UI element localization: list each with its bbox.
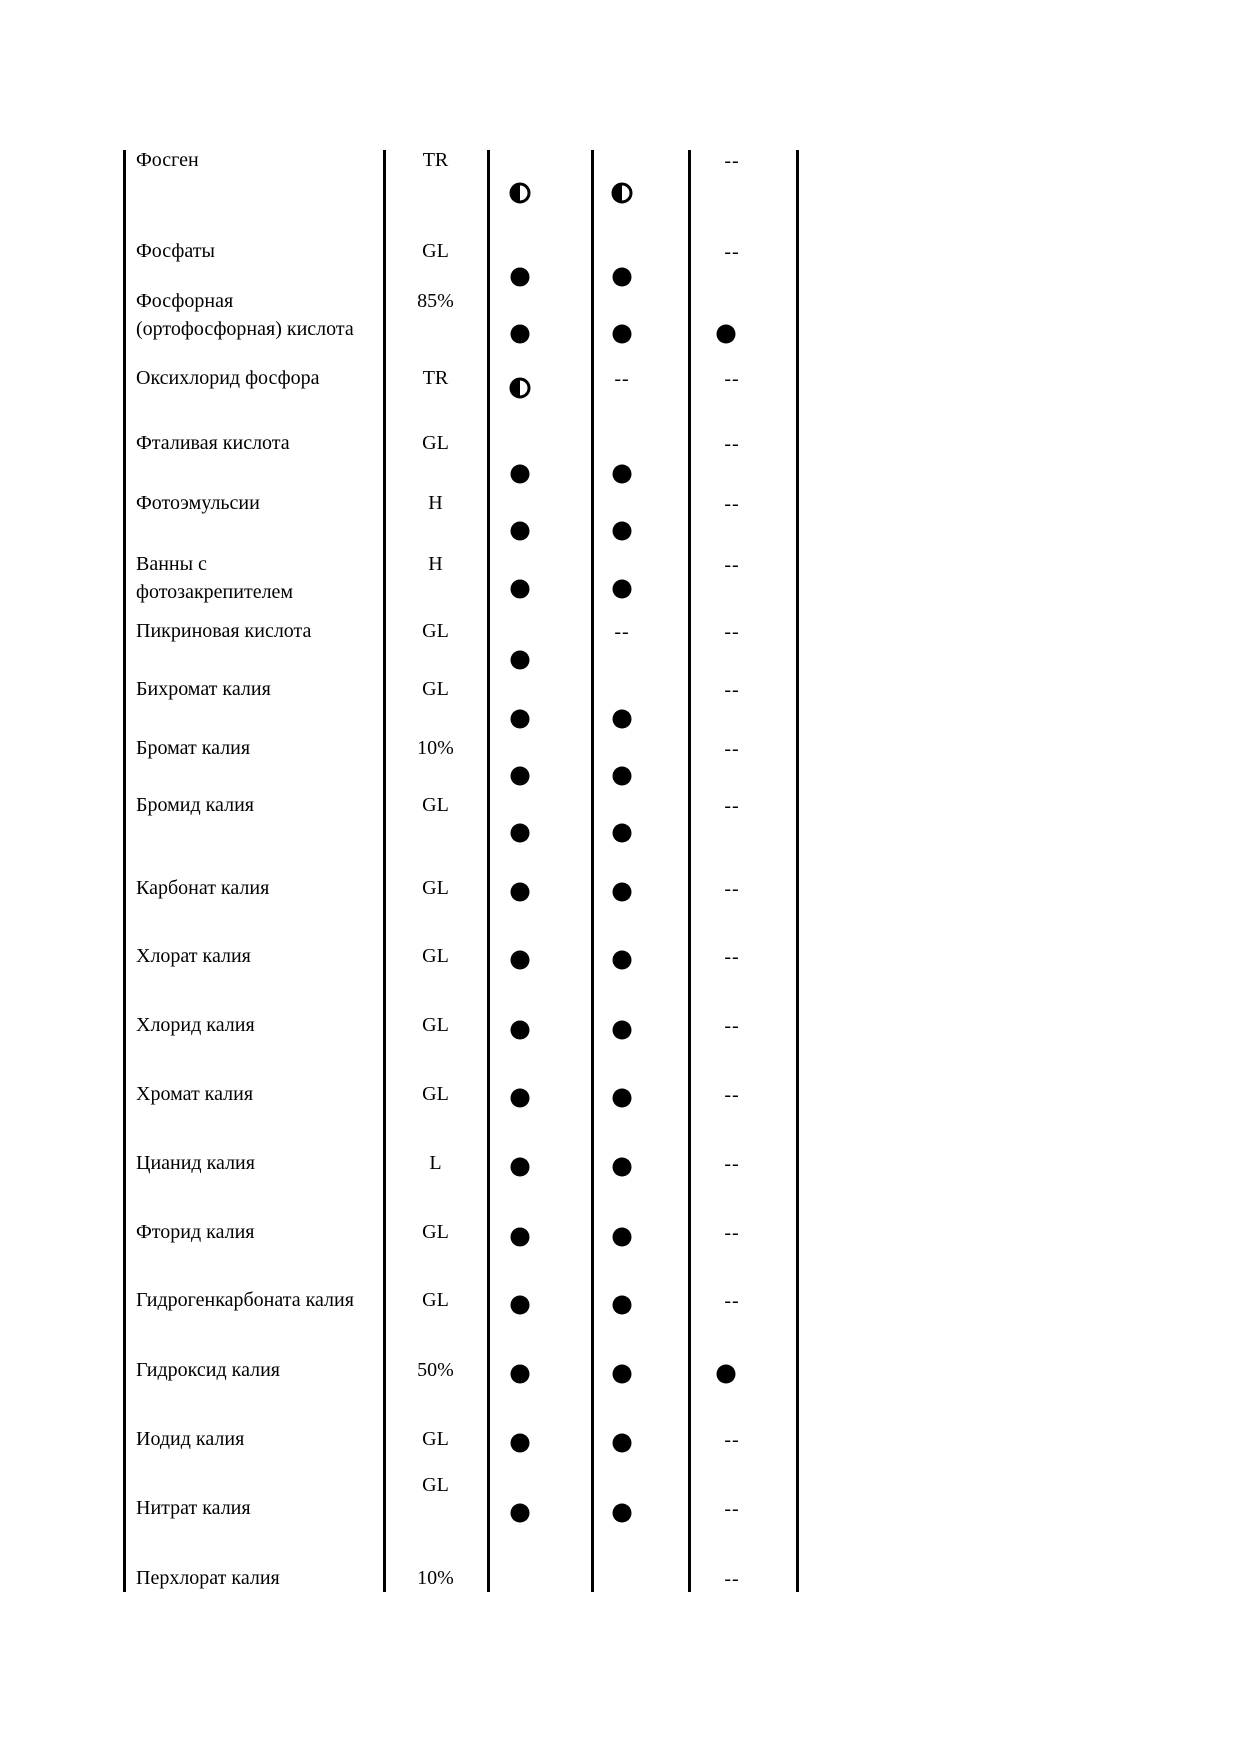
chemical-name-line1: Фталивая кислота bbox=[136, 432, 290, 454]
concentration-value: GL bbox=[422, 620, 449, 642]
chemical-name-line1: Оксихлорид фосфора bbox=[136, 367, 320, 389]
chemical-name-line1: Нитрат калия bbox=[136, 1497, 251, 1519]
chemical-name bbox=[136, 1149, 380, 1177]
chemical-name bbox=[136, 1494, 380, 1522]
rating-full-dot-icon bbox=[613, 951, 632, 970]
rating-dash: -- bbox=[724, 1498, 740, 1520]
concentration-value: L bbox=[429, 1152, 442, 1174]
rating-full-dot-icon bbox=[511, 767, 530, 786]
rating-full-dot-icon bbox=[613, 1434, 632, 1453]
chemical-name bbox=[136, 734, 380, 762]
rating-full-dot-icon bbox=[613, 824, 632, 843]
concentration-value: GL bbox=[422, 1083, 449, 1105]
rating-dash: -- bbox=[614, 368, 630, 390]
chemical-name-line1: Карбонат калия bbox=[136, 877, 270, 899]
rating-full-dot-icon bbox=[511, 1228, 530, 1247]
chemical-name bbox=[136, 1080, 380, 1108]
rating-dash: -- bbox=[614, 621, 630, 643]
rating-full-dot-icon bbox=[613, 1228, 632, 1247]
rating-full-dot-icon bbox=[613, 1296, 632, 1315]
chemical-name bbox=[136, 550, 380, 606]
concentration-value: 10% bbox=[417, 1567, 454, 1589]
rating-dash: -- bbox=[724, 241, 740, 263]
chemical-name bbox=[136, 1425, 380, 1453]
rating-full-dot-icon bbox=[613, 1021, 632, 1040]
rating-dash: -- bbox=[724, 1222, 740, 1244]
column-divider bbox=[123, 150, 126, 1592]
chemical-name bbox=[136, 1564, 380, 1592]
chemical-name bbox=[136, 429, 380, 457]
chemical-name bbox=[136, 489, 380, 517]
concentration-value: GL bbox=[422, 945, 449, 967]
rating-dash: -- bbox=[724, 795, 740, 817]
column-divider bbox=[487, 150, 490, 1592]
rating-full-dot-icon bbox=[511, 522, 530, 541]
chemical-name-line1: Иодид калия bbox=[136, 1428, 245, 1450]
concentration-value: GL bbox=[422, 678, 449, 700]
rating-full-dot-icon bbox=[511, 1296, 530, 1315]
chemical-name bbox=[136, 287, 380, 343]
concentration-value: 85% bbox=[417, 290, 454, 312]
rating-full-dot-icon bbox=[613, 767, 632, 786]
rating-full-dot-icon bbox=[613, 1089, 632, 1108]
rating-full-dot-icon bbox=[511, 1021, 530, 1040]
rating-dash: -- bbox=[724, 493, 740, 515]
rating-full-dot-icon bbox=[511, 1158, 530, 1177]
rating-full-dot-icon bbox=[613, 1158, 632, 1177]
chemical-name-line1: Перхлорат калия bbox=[136, 1567, 280, 1589]
rating-dash: -- bbox=[724, 433, 740, 455]
chemical-name-line1: Бромат калия bbox=[136, 737, 251, 759]
chemical-name bbox=[136, 237, 380, 265]
rating-full-dot-icon bbox=[511, 325, 530, 344]
rating-full-dot-icon bbox=[613, 1504, 632, 1523]
chemical-name-line1: Бихромат калия bbox=[136, 678, 271, 700]
rating-full-dot-icon bbox=[511, 883, 530, 902]
chemical-name-line1: Хромат калия bbox=[136, 1083, 254, 1105]
rating-dash: -- bbox=[724, 1429, 740, 1451]
chemical-name bbox=[136, 1356, 380, 1384]
rating-full-dot-icon bbox=[511, 268, 530, 287]
rating-half-dot-icon bbox=[510, 183, 531, 204]
rating-dash: -- bbox=[724, 738, 740, 760]
chemical-name-line1: Фосфаты bbox=[136, 240, 215, 262]
chemical-name bbox=[136, 942, 380, 970]
chemical-name-line1: Фторид калия bbox=[136, 1221, 255, 1243]
rating-full-dot-icon bbox=[511, 951, 530, 970]
concentration-value: 10% bbox=[417, 737, 454, 759]
rating-full-dot-icon bbox=[717, 325, 736, 344]
rating-full-dot-icon bbox=[717, 1365, 736, 1384]
chemical-name bbox=[136, 1011, 380, 1039]
rating-dash: -- bbox=[724, 679, 740, 701]
rating-full-dot-icon bbox=[613, 710, 632, 729]
rating-dash: -- bbox=[724, 621, 740, 643]
chemical-name-line1: Хлорид калия bbox=[136, 1014, 255, 1036]
concentration-value: GL bbox=[422, 1474, 449, 1496]
chemical-name bbox=[136, 791, 380, 819]
chemical-name bbox=[136, 1286, 380, 1314]
chemical-name-line1: Гидрогенкарбоната калия bbox=[136, 1289, 354, 1311]
rating-dash: -- bbox=[724, 1015, 740, 1037]
rating-half-dot-icon bbox=[612, 183, 633, 204]
concentration-value: H bbox=[428, 492, 443, 514]
concentration-value: GL bbox=[422, 1014, 449, 1036]
chemical-name-line1: Ванны с bbox=[136, 553, 207, 575]
rating-full-dot-icon bbox=[511, 1365, 530, 1384]
rating-dash: -- bbox=[724, 554, 740, 576]
rating-full-dot-icon bbox=[613, 1365, 632, 1384]
column-divider bbox=[591, 150, 594, 1592]
chemical-name-line1: Пикриновая кислота bbox=[136, 620, 312, 642]
rating-full-dot-icon bbox=[613, 465, 632, 484]
rating-full-dot-icon bbox=[511, 824, 530, 843]
concentration-value: GL bbox=[422, 432, 449, 454]
rating-full-dot-icon bbox=[511, 710, 530, 729]
concentration-value: GL bbox=[422, 877, 449, 899]
rating-full-dot-icon bbox=[613, 580, 632, 599]
column-divider bbox=[796, 150, 799, 1592]
chemical-name-line1: Фосфорная bbox=[136, 290, 234, 312]
concentration-value: GL bbox=[422, 1289, 449, 1311]
chemical-name-line1: Бромид калия bbox=[136, 794, 254, 816]
rating-full-dot-icon bbox=[613, 268, 632, 287]
chemical-name-line2: (ортофосфорная) кислота bbox=[136, 318, 354, 340]
rating-full-dot-icon bbox=[613, 883, 632, 902]
chemical-name-line1: Хлорат калия bbox=[136, 945, 251, 967]
rating-dash: -- bbox=[724, 1568, 740, 1590]
chemical-name-line1: Фосген bbox=[136, 149, 199, 171]
column-divider bbox=[688, 150, 691, 1592]
chemical-name-line2: фотозакрепителем bbox=[136, 581, 294, 603]
rating-dash: -- bbox=[724, 1084, 740, 1106]
concentration-value: TR bbox=[422, 367, 449, 389]
rating-dash: -- bbox=[724, 150, 740, 172]
chemical-name bbox=[136, 675, 380, 703]
chemical-name bbox=[136, 364, 380, 392]
concentration-value: GL bbox=[422, 240, 449, 262]
rating-full-dot-icon bbox=[511, 580, 530, 599]
rating-dash: -- bbox=[724, 1290, 740, 1312]
rating-full-dot-icon bbox=[613, 325, 632, 344]
rating-dash: -- bbox=[724, 368, 740, 390]
concentration-value: H bbox=[428, 553, 443, 575]
rating-dash: -- bbox=[724, 1153, 740, 1175]
chemical-name-line1: Цианид калия bbox=[136, 1152, 255, 1174]
rating-full-dot-icon bbox=[511, 1089, 530, 1108]
rating-full-dot-icon bbox=[511, 651, 530, 670]
chemical-name-line1: Фотоэмульсии bbox=[136, 492, 260, 514]
concentration-value: TR bbox=[422, 149, 449, 171]
rating-full-dot-icon bbox=[511, 1434, 530, 1453]
rating-half-dot-icon bbox=[510, 378, 531, 399]
rating-full-dot-icon bbox=[511, 1504, 530, 1523]
chemical-name bbox=[136, 617, 380, 645]
rating-dash: -- bbox=[724, 878, 740, 900]
chemical-name bbox=[136, 874, 380, 902]
rating-dash: -- bbox=[724, 946, 740, 968]
concentration-value: GL bbox=[422, 794, 449, 816]
chemical-name bbox=[136, 146, 380, 174]
rating-full-dot-icon bbox=[613, 522, 632, 541]
concentration-value: GL bbox=[422, 1428, 449, 1450]
chemical-name bbox=[136, 1218, 380, 1246]
concentration-value: 50% bbox=[417, 1359, 454, 1381]
concentration-value: GL bbox=[422, 1221, 449, 1243]
rating-full-dot-icon bbox=[511, 465, 530, 484]
chemical-name-line1: Гидроксид калия bbox=[136, 1359, 281, 1381]
